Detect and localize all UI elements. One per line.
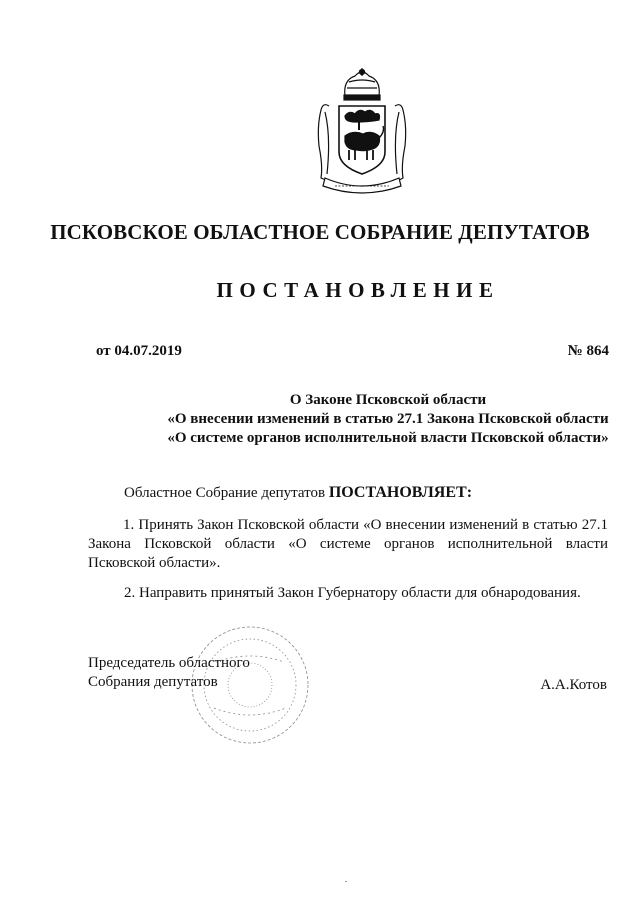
resolution-intro [124, 483, 472, 503]
scan-artifact [345, 881, 347, 882]
document-date: от 04.07.2019 [96, 343, 182, 359]
item-line: 1. Принять Закон Псковской области «О внесении изменений в статью 27.1 [123, 517, 608, 533]
intro-verb: ПОСТАНОВЛЯЕТ: [328, 484, 473, 501]
coat-of-arms-icon [309, 66, 415, 198]
signatory-name: А.А.Котов [540, 677, 607, 693]
intro-text: Областное Собрание депутатов [124, 485, 329, 501]
resolution-item-2: 2. Направить принятый Закон Губернатору области для обнародования. [124, 585, 581, 601]
subject-line: «О системе органов исполнительной власти Псковской области» [167, 430, 609, 446]
item-line: Псковской области». [88, 555, 221, 571]
document-number: № 864 [567, 343, 609, 359]
subject-line: «О внесении изменений в статью 27.1 Закона Псковской области [167, 411, 609, 427]
document-subject [60, 391, 640, 448]
organization-title: ПСКОВСКОЕ ОБЛАСТНОЕ СОБРАНИЕ ДЕПУТАТОВ [50, 220, 590, 244]
signatory-position [88, 654, 250, 692]
position-line: Председатель областного [88, 655, 250, 671]
subject-line: О Законе Псковской области [289, 392, 487, 408]
item-line: Закона Псковской области «О системе органов исполнительной власти [88, 536, 608, 552]
document-type-heading: ПОСТАНОВЛЕНИЕ [216, 278, 500, 302]
resolution-item-1 [88, 516, 608, 573]
position-line: Собрания депутатов [88, 674, 218, 690]
